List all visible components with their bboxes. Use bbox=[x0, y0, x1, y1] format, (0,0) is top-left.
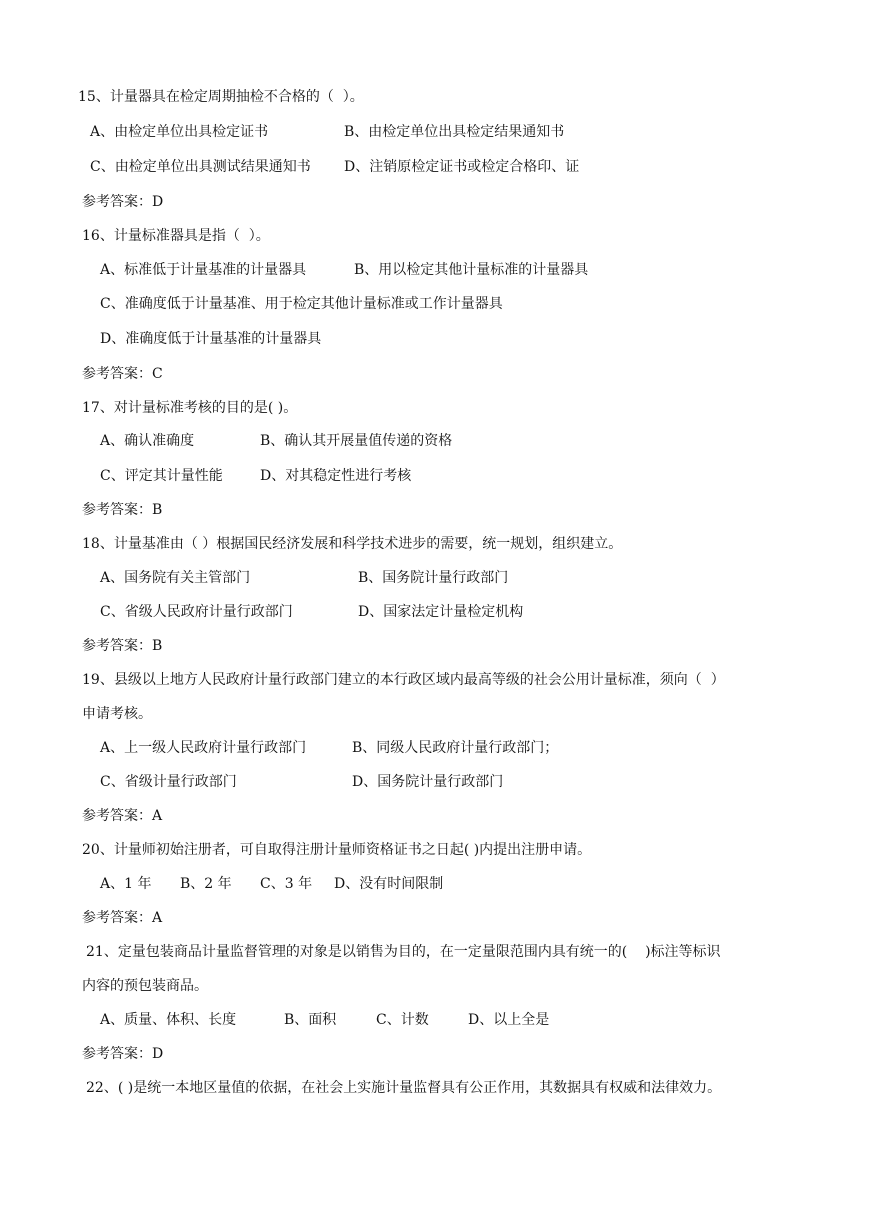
answer: 参考答案：B bbox=[82, 638, 163, 654]
option-b: B、2 年 bbox=[180, 876, 232, 892]
option-a: A、上一级人民政府计量行政部门 bbox=[100, 740, 307, 756]
option-a: A、国务院有关主管部门 bbox=[100, 570, 251, 586]
answer: 参考答案：B bbox=[82, 502, 163, 518]
option-d: D、没有时间限制 bbox=[334, 876, 444, 892]
option-d: D、准确度低于计量基准的计量器具 bbox=[100, 331, 322, 347]
question-stem: 15、计量器具在检定周期抽检不合格的（ ）。 bbox=[78, 89, 364, 105]
option-d: D、对其稳定性进行考核 bbox=[260, 468, 412, 484]
option-b: B、国务院计量行政部门 bbox=[358, 570, 509, 586]
option-b: B、用以检定其他计量标准的计量器具 bbox=[354, 262, 589, 278]
option-b: B、面积 bbox=[284, 1012, 337, 1028]
option-d: D、以上全是 bbox=[468, 1012, 550, 1028]
option-d: D、国家法定计量检定机构 bbox=[358, 604, 524, 620]
question-stem: 16、计量标准器具是指（ ）。 bbox=[82, 228, 270, 244]
option-d: D、国务院计量行政部门 bbox=[352, 774, 504, 790]
answer: 参考答案：A bbox=[82, 808, 163, 824]
option-d: D、注销原检定证书或检定合格印、证 bbox=[344, 159, 580, 175]
question-stem-continued: 申请考核。 bbox=[82, 706, 152, 722]
option-c: C、计数 bbox=[376, 1012, 429, 1028]
option-c: C、由检定单位出具测试结果通知书 bbox=[90, 159, 311, 175]
option-a: A、由检定单位出具检定证书 bbox=[90, 124, 269, 140]
option-a: A、质量、体积、长度 bbox=[100, 1012, 237, 1028]
question-stem: 18、计量基准由（ ）根据国民经济发展和科学技术进步的需要，统一规划，组织建立。 bbox=[82, 536, 623, 552]
question-stem: 22、( )是统一本地区量值的依据，在社会上实施计量监督具有公正作用，其数据具有权威和法律效力。 bbox=[86, 1080, 722, 1096]
option-b: B、同级人民政府计量行政部门； bbox=[352, 740, 559, 756]
option-a: A、确认准确度 bbox=[100, 433, 195, 449]
answer: 参考答案：D bbox=[82, 1046, 164, 1062]
question-stem: 19、县级以上地方人民政府计量行政部门建立的本行政区域内最高等级的社会公用计量标准，须向（ ） bbox=[82, 672, 725, 688]
option-b: B、由检定单位出具检定结果通知书 bbox=[344, 124, 565, 140]
answer: 参考答案：D bbox=[82, 194, 164, 210]
option-a: A、标准低于计量基准的计量器具 bbox=[100, 262, 307, 278]
question-stem: 21、定量包装商品计量监督管理的对象是以销售为目的，在一定量限范围内具有统一的( )标注等标识 bbox=[86, 944, 721, 960]
option-c: C、评定其计量性能 bbox=[100, 468, 223, 484]
option-c: C、准确度低于计量基准、用于检定其他计量标准或工作计量器具 bbox=[100, 296, 503, 312]
option-c: C、省级人民政府计量行政部门 bbox=[100, 604, 293, 620]
question-stem-continued: 内容的预包装商品。 bbox=[82, 978, 208, 994]
option-c: C、3 年 bbox=[260, 876, 313, 892]
question-stem: 17、对计量标准考核的目的是( )。 bbox=[82, 400, 298, 416]
option-b: B、确认其开展量值传递的资格 bbox=[260, 433, 453, 449]
answer: 参考答案：A bbox=[82, 910, 163, 926]
question-stem: 20、计量师初始注册者，可自取得注册计量师资格证书之日起( )内提出注册申请。 bbox=[82, 842, 592, 858]
option-c: C、省级计量行政部门 bbox=[100, 774, 237, 790]
answer: 参考答案：C bbox=[82, 366, 163, 382]
option-a: A、1 年 bbox=[100, 876, 152, 892]
